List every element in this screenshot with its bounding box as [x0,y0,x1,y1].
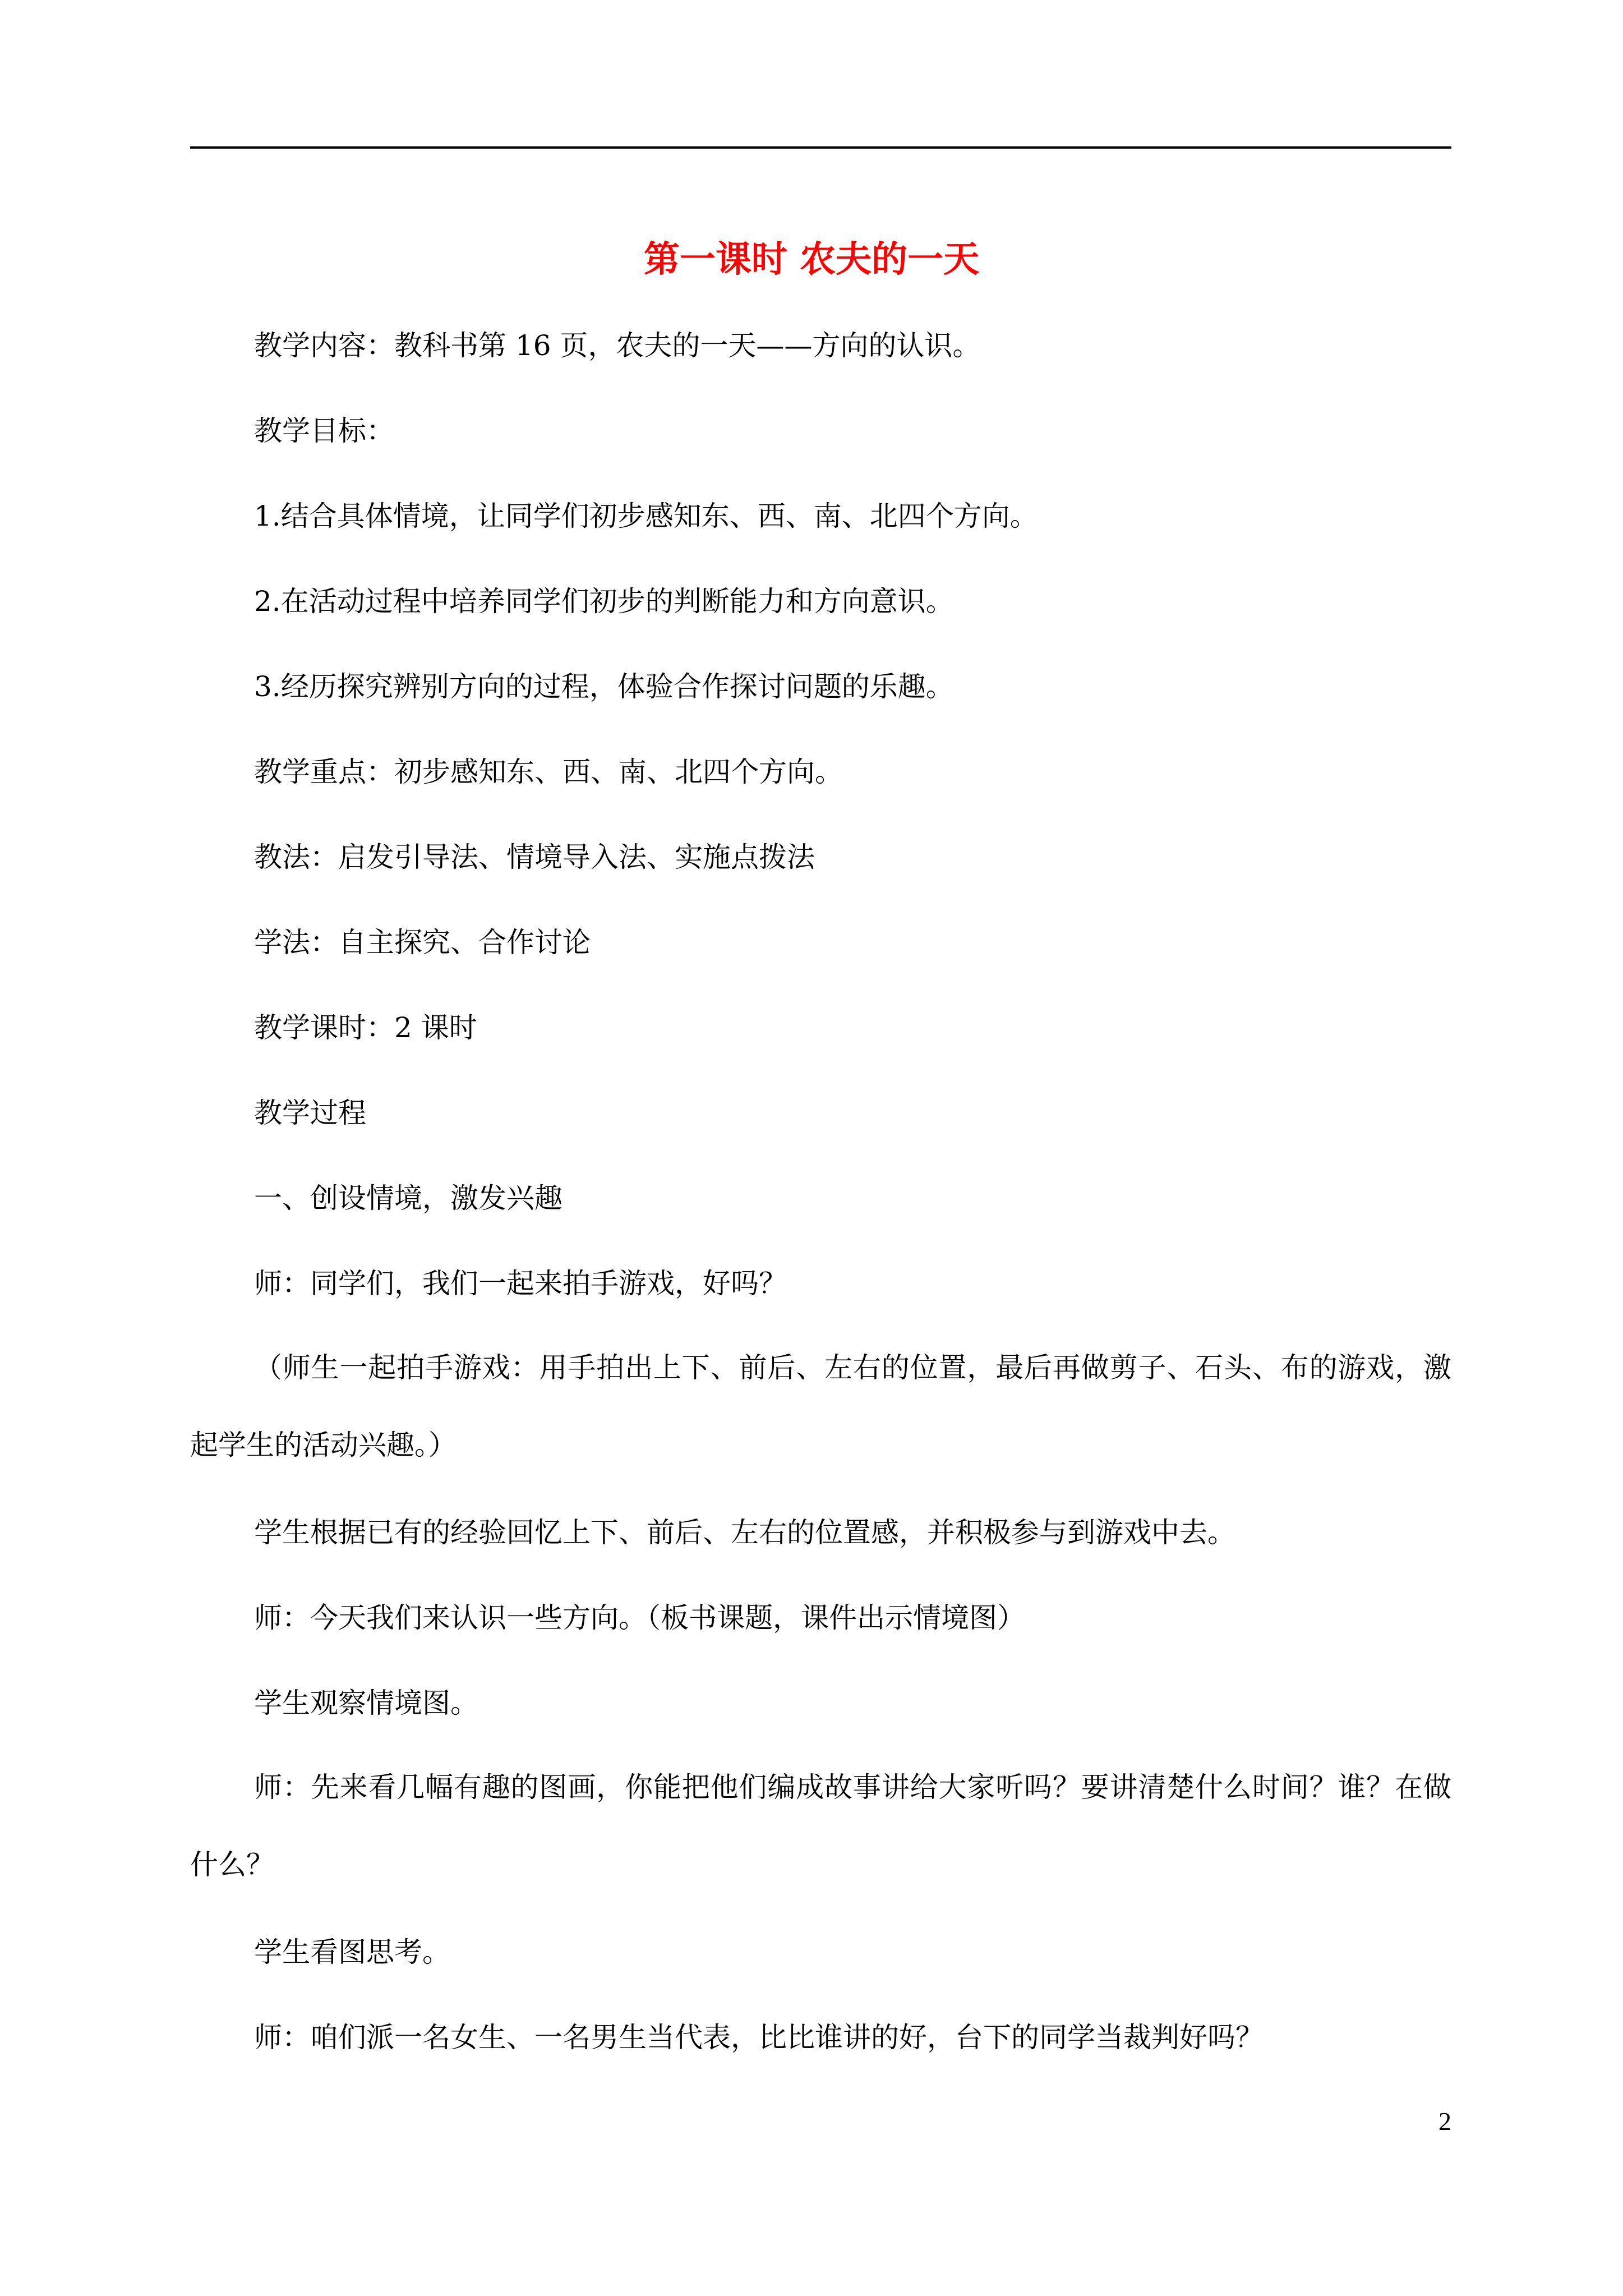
paragraph-teaching-methods: 教法：启发引导法、情境导入法、实施点拨法 [254,841,815,873]
page-title: 第一课时 农夫的一天 [643,239,980,280]
page-number: 2 [1438,2107,1451,2136]
paragraph-student-observe: 学生观察情境图。 [254,1687,478,1719]
paragraph-teaching-goals-heading: 教学目标： [254,415,394,447]
paragraph-goal-1: 1.结合具体情境，让同学们初步感知东、西、南、北四个方向。 [254,500,1038,532]
paragraph-teacher-line-2: 师：今天我们来认识一些方向。（板书课题，课件出示情境图） [254,1602,1025,1634]
paragraph-student-think: 学生看图思考。 [254,1936,450,1968]
paragraph-goal-3: 3.经历探究辨别方向的过程，体验合作探讨问题的乐趣。 [254,670,954,703]
paragraph-goal-2: 2.在活动过程中培养同学们初步的判断能力和方向意识。 [254,585,954,618]
paragraph-teaching-focus: 教学重点：初步感知东、西、南、北四个方向。 [254,756,843,788]
paragraph-student-response-1: 学生根据已有的经验回忆上下、前后、左右的位置感，并积极参与到游戏中去。 [254,1516,1235,1549]
paragraph-clapping-game-note: （师生一起拍手游戏：用手拍出上下、前后、左右的位置，最后再做剪子、石头、布的游戏，激起学生的活动兴趣。） [190,1351,1451,1461]
paragraph-class-hours: 教学课时：2 课时 [254,1011,477,1044]
paragraph-learning-methods: 学法：自主探究、合作讨论 [254,926,591,959]
paragraph-teaching-process-heading: 教学过程 [254,1097,366,1129]
paragraph-teacher-line-1: 师：同学们，我们一起来拍手游戏，好吗？ [254,1267,787,1300]
paragraph-teacher-line-3: 师：先来看几幅有趣的图画，你能把他们编成故事讲给大家听吗？要讲清楚什么时间？谁？在做什么？ [190,1771,1451,1881]
paragraph-section-1-heading: 一、创设情境，激发兴趣 [254,1182,562,1214]
paragraph-teacher-line-4: 师：咱们派一名女生、一名男生当代表，比比谁讲的好，台下的同学当裁判好吗？ [254,2021,1264,2054]
paragraph-teaching-content: 教学内容：教科书第 16 页，农夫的一天——方向的认识。 [254,329,981,362]
header-rule [190,146,1451,149]
